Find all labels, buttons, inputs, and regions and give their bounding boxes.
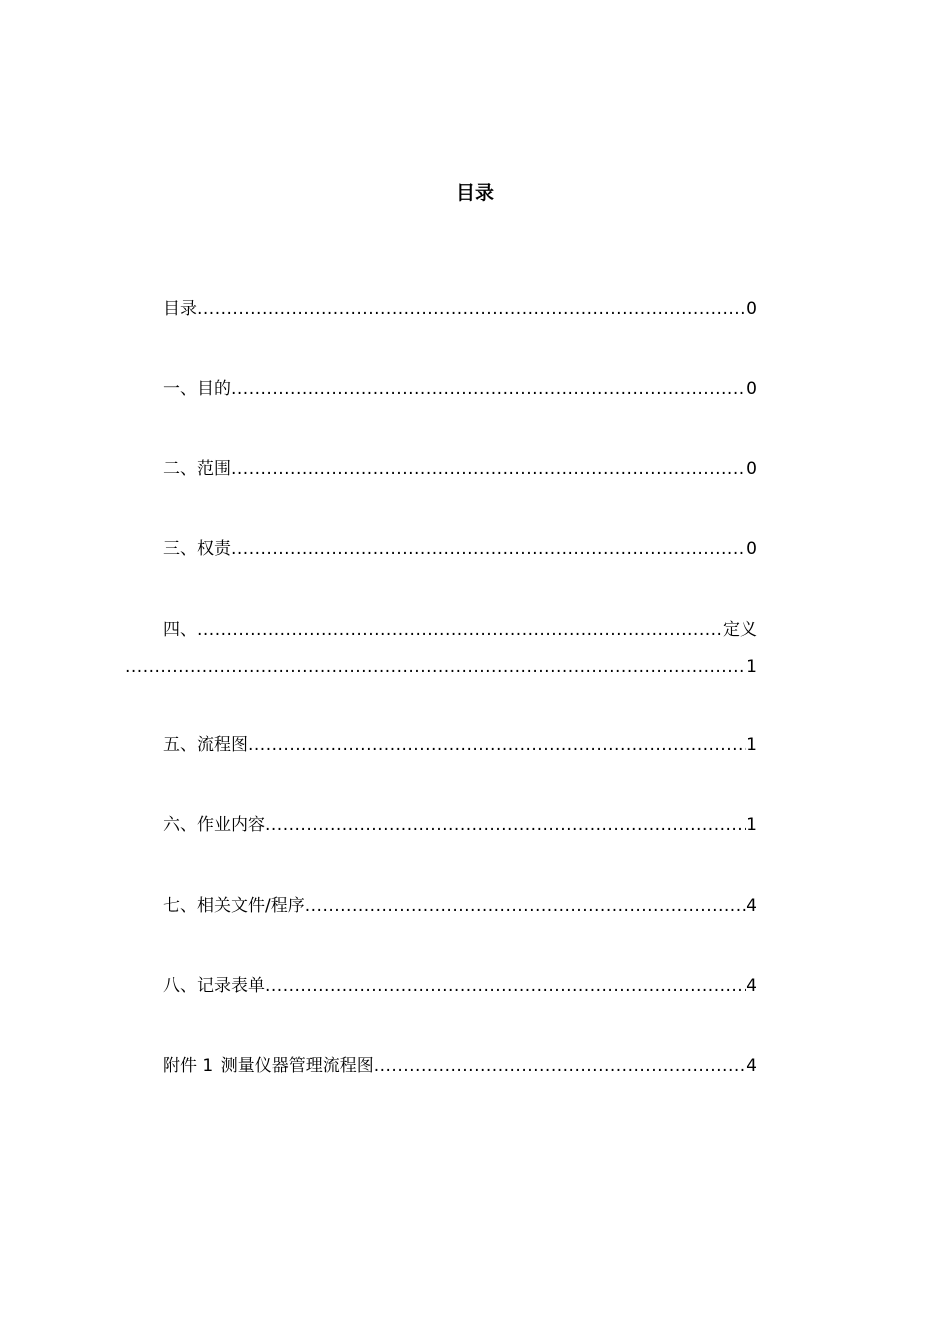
toc-entry-page: 1 [746, 657, 757, 677]
toc-entry-record-forms[interactable] [163, 974, 757, 998]
toc-entry-page: 0 [746, 539, 757, 559]
toc-entry-label: 六、作业内容 [163, 815, 265, 835]
toc-entry-flowchart[interactable] [163, 733, 757, 757]
toc-entry-purpose[interactable] [163, 377, 757, 401]
toc-leader-dots [248, 733, 746, 757]
toc-leader-dots [265, 813, 746, 837]
toc-entry-label-secondary: 测量仪器管理流程图 [220, 1056, 374, 1076]
toc-leader-dots [265, 974, 746, 998]
toc-entry-label: 四、 [163, 620, 197, 640]
toc-entry-contents[interactable] [163, 297, 757, 321]
toc-leader-dots [305, 894, 746, 918]
toc-leader-dots [231, 457, 746, 481]
toc-entry-label: 八、记录表单 [163, 976, 265, 996]
toc-entry-scope[interactable] [163, 457, 757, 481]
toc-leader-dots [231, 537, 746, 561]
toc-entry-definitions-line2[interactable] [125, 655, 757, 679]
toc-leader-dots [197, 297, 746, 321]
toc-entry-appendix-1[interactable] [163, 1054, 757, 1078]
toc-leader-dots [231, 377, 746, 401]
toc-entry-page: 0 [746, 459, 757, 479]
toc-leader-dots [197, 618, 723, 642]
toc-entry-responsibilities[interactable] [163, 537, 757, 561]
toc-entry-label: 七、相关文件/程序 [163, 896, 305, 916]
toc-leader-dots [374, 1054, 746, 1078]
toc-entry-definitions-line1[interactable] [163, 618, 757, 642]
toc-entry-page: 0 [746, 379, 757, 399]
toc-entry-label-end: 定义 [723, 620, 757, 640]
toc-entry-label: 五、流程图 [163, 735, 248, 755]
toc-entry-label: 附件 1 [163, 1056, 214, 1076]
document-title: 目录 [455, 182, 494, 204]
toc-entry-page: 4 [746, 976, 757, 996]
toc-entry-page: 0 [746, 299, 757, 319]
toc-entry-label: 一、目的 [163, 379, 231, 399]
toc-entry-page: 4 [746, 1056, 757, 1076]
toc-entry-page: 1 [746, 735, 757, 755]
toc-entry-label: 三、权责 [163, 539, 231, 559]
toc-entry-page: 1 [746, 815, 757, 835]
toc-leader-dots [125, 655, 746, 679]
toc-entry-label: 二、范围 [163, 459, 231, 479]
toc-entry-label: 目录 [163, 299, 197, 319]
toc-entry-page: 4 [746, 896, 757, 916]
toc-entry-related-documents[interactable] [163, 894, 757, 918]
toc-entry-work-content[interactable] [163, 813, 757, 837]
